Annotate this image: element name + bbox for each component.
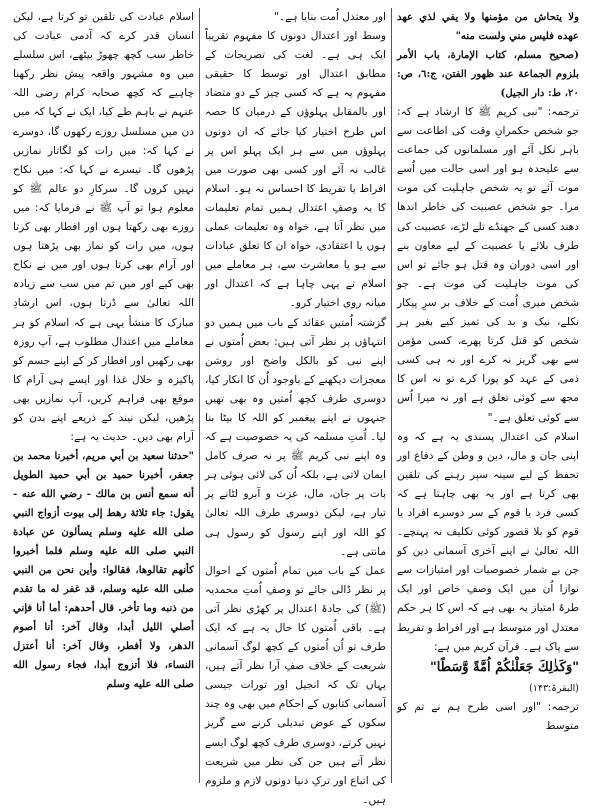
reference-citation: (البقرۃ:۱۴۳)	[529, 682, 579, 694]
quran-verse: "وَكَذٰلِكَ جَعَلْنٰكُمْ اُمَّةً وَّسَطًا"	[429, 659, 579, 675]
urdu-text-paragraph: وسط اور اعتدال دونوں کا مفہوم تقریباً ایک ہی ہے۔ لغت کی تصریحات کے مطابق اعتدال اور توسط کا حقیقی مفہوم یہ ہے کہ کسی چیز کے دو متضاد اور بالمقابل پہلوؤں کے درمیان کا حصہ اس طرح اختیار کیا جائے کہ ان دونوں پہلوؤں میں سے ہر ایک پہلو اس پر غالب نہ آئے اور کسی بھی صورت میں افراط یا تفریط کا احساس نہ ہو۔ اسلام کا یہ وصفِ اعتدال ہمیں تمام تعلیمات میں نظر آتا ہے، خواہ وہ تعلیمات عملی ہوں یا اعتقادی، خواہ ان کا تعلق عبادات سے ہو یا معاشرت سے، ہر معاملے میں اسلام نے یہی چاہا ہے کہ اعتدال اور میانہ روی اختیار کرو۔	[205, 30, 386, 310]
text-column-right	[392, 8, 584, 783]
arabic-text-paragraph: ولا يتحاش من مؤمنها ولا يفي لذي عهد عهده فليس مني ولست منه"	[397, 11, 579, 42]
urdu-text-paragraph: اسلام عبادت کی تلقین تو کرتا ہے، لیکن انسان قدر کرے کہ آدمی عبادت کی خاطر سب کچھ چھوڑ بیٹھے، اس سلسلے میں وہ مشہور واقعہ پیش نظر رکھنا چاہیے کہ کچھ صحابہ کرام رضی اللہ عنہم نے باہم طے کیا، ایک نے کہا کہ میں دن میں مسلسل روزے رکھوں گا، دوسرے نے کہا کہ: میں رات کو لگاتار نمازیں پڑھوں گا۔ تیسرے نے کہا کہ: میں نکاح نہیں کروں گا۔ سرکارِ دو عالم ﷺ کو معلوم ہوا تو آپ ﷺ نے فرمایا کہ: میں روزے بھی رکھتا ہوں اور افطار بھی کرتا ہوں، میں رات کو نماز بھی پڑھتا ہوں اور آرام بھی کرتا ہوں اور میں نے نکاح بھی کیے اور میں تم میں سب سے زیادہ اللہ تعالیٰ سے ڈرتا ہوں، اس ارشادِ مبارک کا منشأ یہی ہے کہ اسلام کو ہر معاملے میں اعتدال مطلوب ہے، آپ روزہ بھی رکھیں اور افطار کر کے اپنے جسم کو پاکیزہ و حلال غذا اور ایسے ہی آرام کا موقع بھی فراہم کریں، آپ نمازیں بھی پڑھیں، لیکن نیند کے ذریعے اپنے بدن کو آرام بھی دیں۔ حدیث یہ ہے:	[13, 11, 194, 444]
urdu-text-paragraph: ترجمہ: "اور اسی طرح ہم نے تم کو متوسط	[397, 700, 579, 732]
urdu-text-paragraph: گزشتہ اُمتیں عقائد کے باب میں ہمیں دو انتہاؤں پر نظر آتی ہیں: بعض اُمتوں نے اپنے نبی کو بالکل واضح اور روشن معجزات دیکھنے کے باوجود اُن کا انکار کیا، دوسری طرف کچھ اُمتیں وہ بھی تھیں جنہوں نے اپنے پیغمبر کو اللہ کا بیٹا بنا لیا۔ اُمتِ مسلمہ کی یہ خصوصیت ہے کہ وہ اپنے نبی کریم ﷺ پر نہ صرف کامل ایمان لاتی ہے، بلکہ اُن کی لائی ہوئی ہر بات پر جان، مال، عزت و آبرو لٹانے پر تیار ہے، لیکن دوسری طرف اللہ تعالیٰ کو اللہ اور اپنے رسول کو رسول ہی مانتی ہے۔	[204, 316, 386, 558]
urdu-text-paragraph: ترجمہ: "نبی کریم ﷺ کا ارشاد ہے کہ: جو شخص حکمرانِ وقت کی اطاعت سے باہر نکل آئے اور مسلمانوں کی جماعت سے علیحدہ ہو اور اسی حالت میں اُسے موت آئے تو یہ شخص جاہلیت کی موت مرا۔ جو شخص عصبیت کی خاطر اندھا دھند کسی کے جھنڈے تلے لڑے، عصبیت کی طرف بلائے یا عصبیت کے لیے معاون بنے اور اسی دوران وہ قتل ہو جائے تو اس کی موت جاہلیت کی موت ہے۔ جو شخص میری اُمت کے خلاف بر سرِ پیکار نکلے، نیک و بد کی تمیز کیے بغیر ہر شخص کو قتل کرتا پھرے، کسی مؤمن سے بھی گریز نہ کرے اور نہ ہی کسی ذمی کے عہد کو پورا کرے تو نہ اس کا مجھ سے کوئی تعلق ہے اور نہ میرا اُس سے کوئی تعلق ہے۔"	[397, 106, 579, 424]
arabic-text-paragraph: (صحيح مسلم، كتاب الإمارة، باب الأمر بلزوم الجماعة عند ظهور الفتن، ج:٦، ص: ٢٠، ط: دار الجيل)	[397, 49, 579, 99]
urdu-text-paragraph: اور معتدل اُمت بنایا ہے۔"	[274, 11, 386, 23]
urdu-text-paragraph: عمل کے باب میں تمام اُمتوں کے احوال پر نظر ڈالی جائے تو وصفِ اُمتِ محمدیہ (ﷺ) کی جادۂ اعتدال پر کھڑی نظر آتی ہے۔ باقی اُمتوں کا حال یہ ہے کہ ایک طرف تو اُن اُمتوں کے کچھ لوگ آسمانی شریعت کے خلاف صفِ آرا نظر آتے ہیں، یہاں تک کہ انجیل اور تورات جیسی آسمانی کتابوں کے احکام میں بھی وہ چند سکوں کے عوض تبدیلی کرنے سے گریز نہیں کرتے، دوسری طرف کچھ لوگ ایسے نظر آتے ہیں جن کی نظر میں شریعت کی اتباع اور ترکِ دنیا دونوں لازم و ملزوم ہیں۔	[205, 564, 386, 806]
urdu-text-paragraph: اسلام کی اعتدال پسندی یہ ہے کہ وہ اپنی جان و مال، دین و وطن کے دفاع اور تحفظ کے لیے سینہ سپر رہنے کی تلقین بھی کرتا ہے اور یہ بھی چاہتا ہے کہ کسی فرد یا قوم کے سر دوسرے افراد یا قوم کو بلا قصور کوئی تکلیف نہ پہنچے۔ اللہ تعالیٰ نے اپنے آخری آسمانی دین کو جن بے شمار خصوصیات اور امتیازات سے نوازا اُن میں ایک وصفِ خاص اور ایک طرۂ امتیاز یہ بھی ہے کہ اس کا ہر حکم معتدل اور متوسط ہے اور افراط و تفریط سے پاک ہے۔ قرآن کریم میں ہے:	[397, 430, 579, 653]
text-column-left	[8, 8, 200, 783]
arabic-text-paragraph: "حدثنا سعيد بن أبي مريم، أخبرنا محمد بن جعفر، أخبرنا حميد بن أبي حميد الطويل أنه سمع أنس بن مالك - رضي الله عنه - يقول: جاء ثلاثة رهط إلى بيوت أزواج النبي صلى الله عليه وسلم يسألون عن عبادة النبي صلى الله عليه وسلم فلما أخبروا كأنهم تقالوها، فقالوا: وأين نحن من النبي صلى الله عليه وسلم، قد غفر له ما تقدم من ذنبه وما تأخر. قال أحدهم: أما أنا فإني أصلي الليل أبدا، وقال آخر: أنا أصوم الدهر، ولا أفطر، وقال آخر: أنا أعتزل النساء، فلا أتزوج أبدا، فجاء رسول الله صلى الله عليه وسلم	[13, 450, 194, 691]
text-column-middle	[200, 8, 392, 806]
